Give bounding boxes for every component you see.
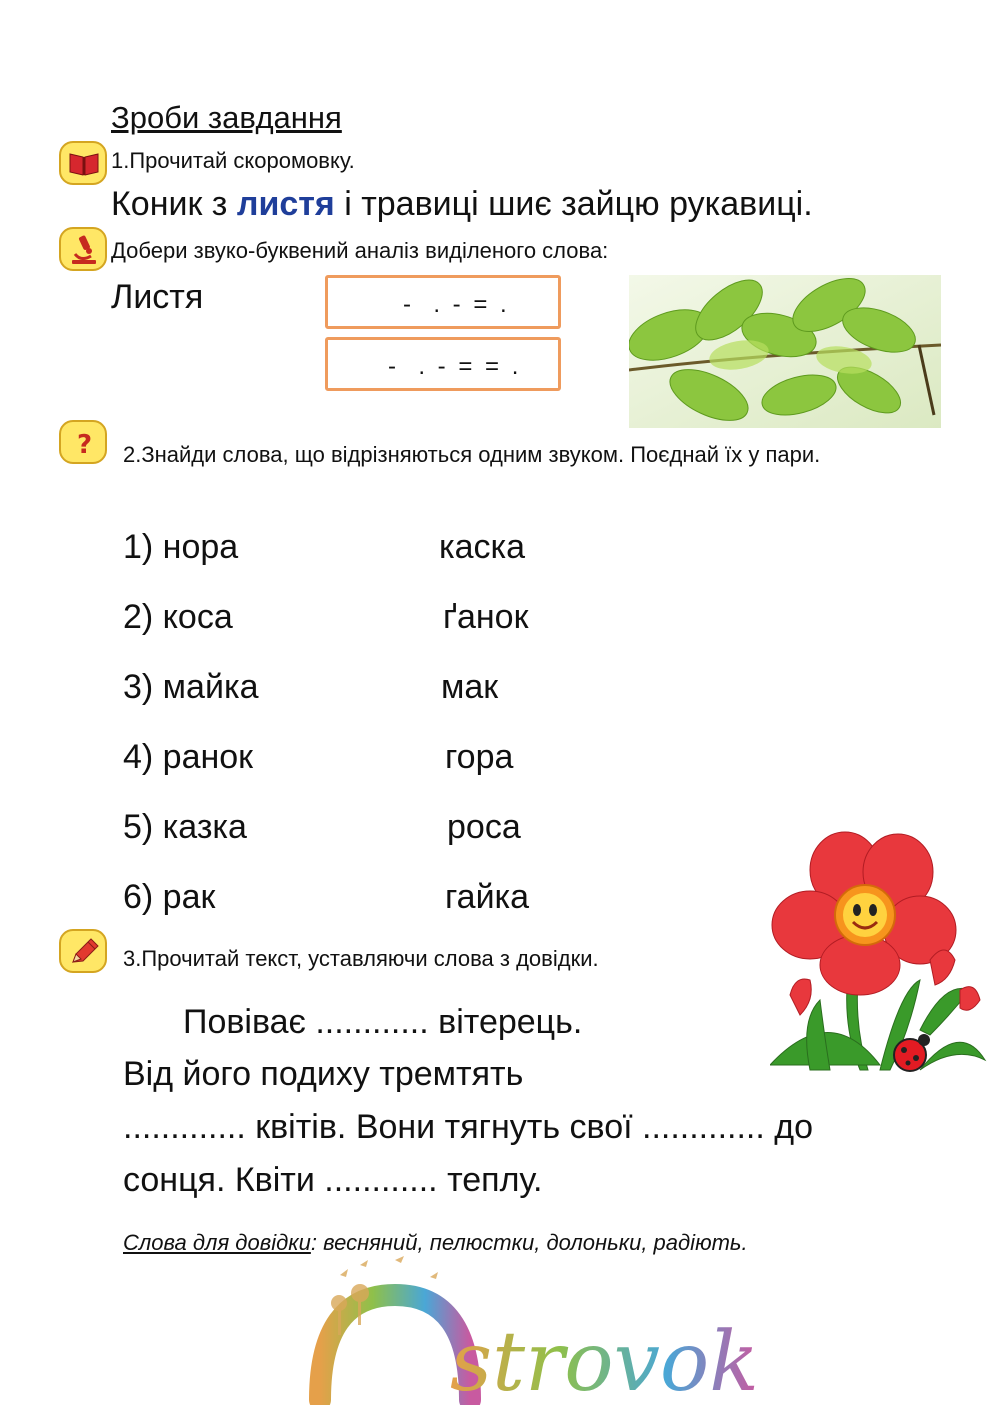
task1-instruction: 1.Прочитай скоромовку. — [111, 148, 355, 173]
right-word-3[interactable]: мак — [441, 668, 499, 706]
tongue-twister — [111, 185, 813, 224]
tongue-part-2: і травиці шиє зайцю рукавиці. — [334, 185, 813, 223]
right-word-6[interactable]: гайка — [445, 878, 530, 916]
reference-words — [123, 1230, 748, 1256]
right-word-4[interactable]: гора — [445, 738, 514, 776]
task2-instruction: 2.Знайди слова, що відрізняються одним звуком. Поєднай їх у пари. — [123, 442, 821, 467]
analysed-word: Листя — [111, 278, 204, 316]
scheme-1-text: - . - = . — [403, 291, 510, 318]
page-title: Зроби завдання — [111, 100, 342, 135]
question-icon — [59, 420, 107, 464]
left-word-6[interactable]: 6) рак — [123, 878, 216, 916]
left-word-1[interactable]: 1) нора — [123, 528, 239, 566]
svg-text:?: ? — [77, 430, 93, 459]
pencil-icon — [59, 929, 107, 973]
left-word-3[interactable]: 3) майка — [123, 668, 259, 706]
book-icon — [59, 141, 107, 185]
ostrovok-logo — [300, 1255, 780, 1405]
analysis-instruction: Добери звуко-буквений аналіз виділеного слова: — [111, 238, 609, 263]
microscope-icon — [59, 227, 107, 271]
sound-scheme-option-2[interactable] — [325, 337, 561, 391]
tongue-part-1: Коник з — [111, 185, 237, 223]
leaves-photo — [629, 275, 941, 428]
text-line-2: Від його подиху тремтять — [123, 1055, 524, 1093]
flower-illustration — [770, 830, 990, 1090]
logo-text: strovok — [450, 1315, 759, 1405]
right-word-1[interactable]: каска — [439, 528, 526, 566]
task3-instruction: 3.Прочитай текст, уставляючи слова з довідки. — [123, 946, 599, 971]
reference-list: : весняний, пелюстки, долоньки, радіють. — [310, 1230, 748, 1255]
scheme-2-text: - . - = = . — [388, 353, 522, 380]
reference-label: Слова для довідки — [123, 1230, 311, 1255]
left-word-5[interactable]: 5) казка — [123, 808, 247, 846]
highlighted-word: листя — [236, 185, 335, 223]
right-word-2[interactable]: ґанок — [443, 598, 529, 636]
left-word-2[interactable]: 2) коса — [123, 598, 233, 636]
sound-scheme-option-1[interactable] — [325, 275, 561, 329]
text-line-3: ............. квітів. Вони тягнуть свої ............. до — [123, 1108, 813, 1146]
left-word-4[interactable]: 4) ранок — [123, 738, 254, 776]
text-line-4: сонця. Квіти ............ теплу. — [123, 1161, 543, 1199]
text-line-1: Повіває ............ вітерець. — [183, 1003, 583, 1041]
right-word-5[interactable]: роса — [447, 808, 521, 846]
